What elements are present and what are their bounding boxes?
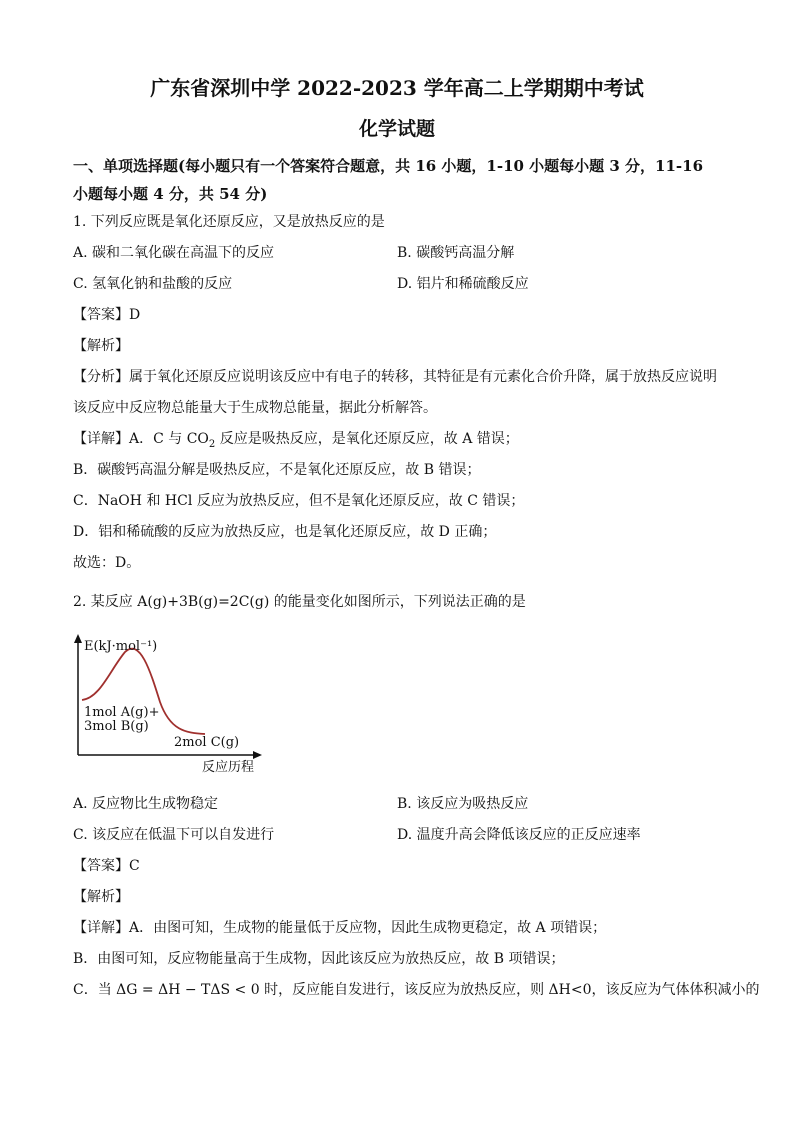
q1-xiangjie-d: D．铝和稀硫酸的反应为放热反应，也是氧化还原反应，故 D 正确； [73,524,497,540]
reactants-label-1: 1mol A(g)+ [84,705,160,720]
q1-fenxi-line1: 【分析】属于氧化还原反应说明该反应中有电子的转移，其特征是有元素化合价升降，属于放热反应说明 [73,369,717,385]
q1-analysis-label: 【解析】 [73,338,129,354]
reactants-label-2: 3mol B(g) [84,719,149,734]
q2-option-b: B. 该反应为吸热反应 [397,796,529,812]
q2-option-a: A. 反应物比生成物稳定 [73,796,219,812]
exam-title: 广东省深圳中学 2022-2023 学年高二上学期期中考试 [150,76,644,100]
q1-option-a: A. 碳和二氧化碳在高温下的反应 [73,245,275,261]
q2-stem: 2. 某反应 A(g)+3B(g)=2C(g) 的能量变化如图所示，下列说法正确的是 [73,594,526,610]
q1-answer: 【答案】D [73,307,141,323]
q1-xiangjie-a [73,429,519,455]
y-axis-label: E(kJ·mol⁻¹) [84,639,158,654]
q1-option-b: B. 碳酸钙高温分解 [397,245,515,261]
q1-option-d: D. 铝片和稀硫酸反应 [397,276,529,292]
q1-xiangjie-a-sub: 2 [208,438,216,450]
q2-xiangjie-a: 【详解】A．由图可知，生成物的能量低于反应物，因此生成物更稳定，故 A 项错误； [73,920,607,936]
product-label: 2mol C(g) [174,735,240,750]
q2-option-c: C. 该反应在低温下可以自发进行 [73,827,275,843]
y-axis-arrow [74,634,82,643]
section-heading-line2: 小题每小题 4 分，共 54 分) [73,185,268,203]
q2-answer: 【答案】C [73,858,140,874]
q1-xiangjie-b: B．碳酸钙高温分解是吸热反应，不是氧化还原反应，故 B 错误； [73,462,481,478]
q1-option-c: C. 氢氧化钠和盐酸的反应 [73,276,233,292]
exam-subtitle: 化学试题 [358,118,435,140]
x-axis-label: 反应历程 [202,760,255,775]
q1-fenxi-line2: 该反应中反应物总能量大于生成物总能量，据此分析解答。 [73,400,437,416]
energy-diagram [70,630,270,780]
q1-conclusion: 故选：D。 [73,555,141,571]
q1-stem: 1. 下列反应既是氧化还原反应，又是放热反应的是 [73,214,385,230]
q1-xiangjie-a-post: 反应是吸热反应，是氧化还原反应，故 A 错误； [215,431,519,447]
q2-option-d: D. 温度升高会降低该反应的正反应速率 [397,827,641,843]
q1-xiangjie-c: C．NaOH 和 HCl 反应为放热反应，但不是氧化还原反应，故 C 错误； [73,493,525,509]
x-axis-arrow [253,751,262,759]
q2-analysis-label: 【解析】 [73,889,129,905]
q2-xiangjie-b: B．由图可知，反应物能量高于生成物，因此该反应为放热反应，故 B 项错误； [73,951,565,967]
q2-xiangjie-c: C．当 ΔG = ΔH − TΔS < 0 时，反应能自发进行，该反应为放热反应，则 ΔH<0，该反应为气体体积减小的 [73,982,760,998]
section-heading-line1: 一、单项选择题(每小题只有一个答案符合题意，共 16 小题，1-10 小题每小题 3 分，11-16 [73,157,704,175]
q1-xiangjie-a-pre: 【详解】A．C 与 CO [73,431,209,447]
